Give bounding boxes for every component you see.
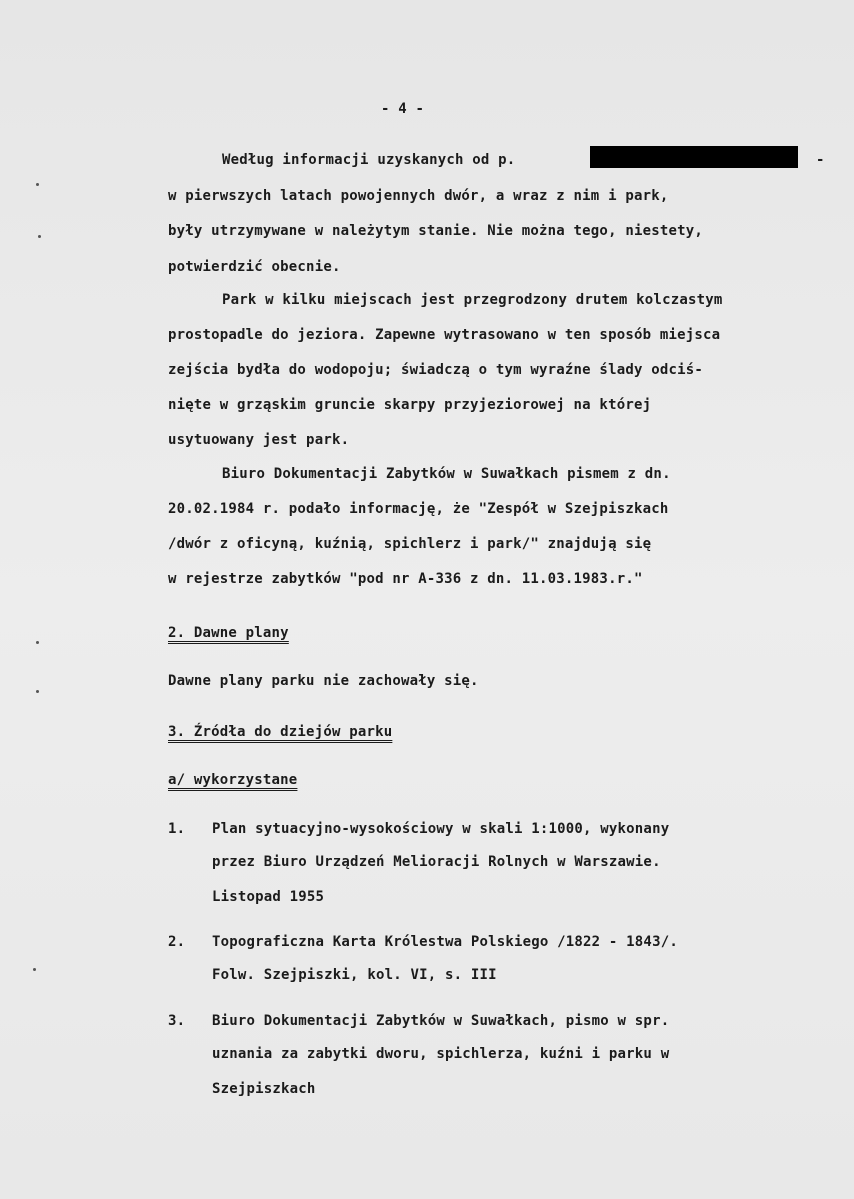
source-item-2-line-1: Topograficzna Karta Królestwa Polskiego /1822 - 1843/. xyxy=(212,934,678,950)
source-item-3-line-2: uznania za zabytki dworu, spichlerza, kuźni i parku w xyxy=(212,1046,670,1062)
source-item-2-number: 2. xyxy=(168,934,186,950)
source-item-3-number: 3. xyxy=(168,1013,186,1029)
paragraph-2-line-5: usytuowany jest park. xyxy=(168,432,350,448)
source-item-1-line-3: Listopad 1955 xyxy=(212,889,325,905)
source-item-1-line-1: Plan sytuacyjno-wysokościowy w skali 1:1000, wykonany xyxy=(212,821,670,837)
paragraph-2-line-2: prostopadle do jeziora. Zapewne wytrasowano w ten sposób miejsca xyxy=(168,327,721,343)
paragraph-1-line-3: były utrzymywane w należytym stanie. Nie można tego, niestety, xyxy=(168,223,703,239)
source-item-3-line-3: Szejpiszkach xyxy=(212,1081,316,1097)
page-number: - 4 - xyxy=(381,101,425,117)
paragraph-1-line-1: Według informacji uzyskanych od p. xyxy=(222,152,516,168)
paragraph-2-line-3: zejścia bydła do wodopoju; świadczą o tym wyraźne ślady odciś- xyxy=(168,362,703,378)
source-item-1-line-2: przez Biuro Urządzeń Melioracji Rolnych w Warszawie. xyxy=(212,854,661,870)
margin-speck xyxy=(36,641,39,644)
section-3-subheading: a/ wykorzystane xyxy=(168,772,298,788)
paragraph-1-line-1-end: - xyxy=(816,152,825,168)
paragraph-3-line-3: /dwór z oficyną, kuźnią, spichlerz i park/" znajdują się xyxy=(168,536,652,552)
paragraph-2-line-1: Park w kilku miejscach jest przegrodzony drutem kolczastym xyxy=(222,292,723,308)
margin-speck xyxy=(36,690,39,693)
margin-speck xyxy=(38,235,41,238)
source-item-2-line-2: Folw. Szejpiszki, kol. VI, s. III xyxy=(212,967,497,983)
section-2-heading: 2. Dawne plany xyxy=(168,625,289,641)
paragraph-3-line-4: w rejestrze zabytków "pod nr A-336 z dn. 11.03.1983.r." xyxy=(168,571,643,587)
paragraph-2-line-4: nięte w grząskim gruncie skarpy przyjeziorowej na której xyxy=(168,397,652,413)
paragraph-1-line-4: potwierdzić obecnie. xyxy=(168,259,341,275)
paragraph-3-line-2: 20.02.1984 r. podało informację, że "Zespół w Szejpiszkach xyxy=(168,501,669,517)
section-2-text: Dawne plany parku nie zachowały się. xyxy=(168,673,479,689)
redaction-block xyxy=(590,146,798,168)
paragraph-1-line-2: w pierwszych latach powojennych dwór, a wraz z nim i park, xyxy=(168,188,669,204)
source-item-3-line-1: Biuro Dokumentacji Zabytków w Suwałkach, pismo w spr. xyxy=(212,1013,670,1029)
section-3-heading: 3. Źródła do dziejów parku xyxy=(168,724,393,740)
source-item-1-number: 1. xyxy=(168,821,186,837)
margin-speck xyxy=(33,968,36,971)
paragraph-3-line-1: Biuro Dokumentacji Zabytków w Suwałkach pismem z dn. xyxy=(222,466,671,482)
margin-speck xyxy=(36,183,39,186)
